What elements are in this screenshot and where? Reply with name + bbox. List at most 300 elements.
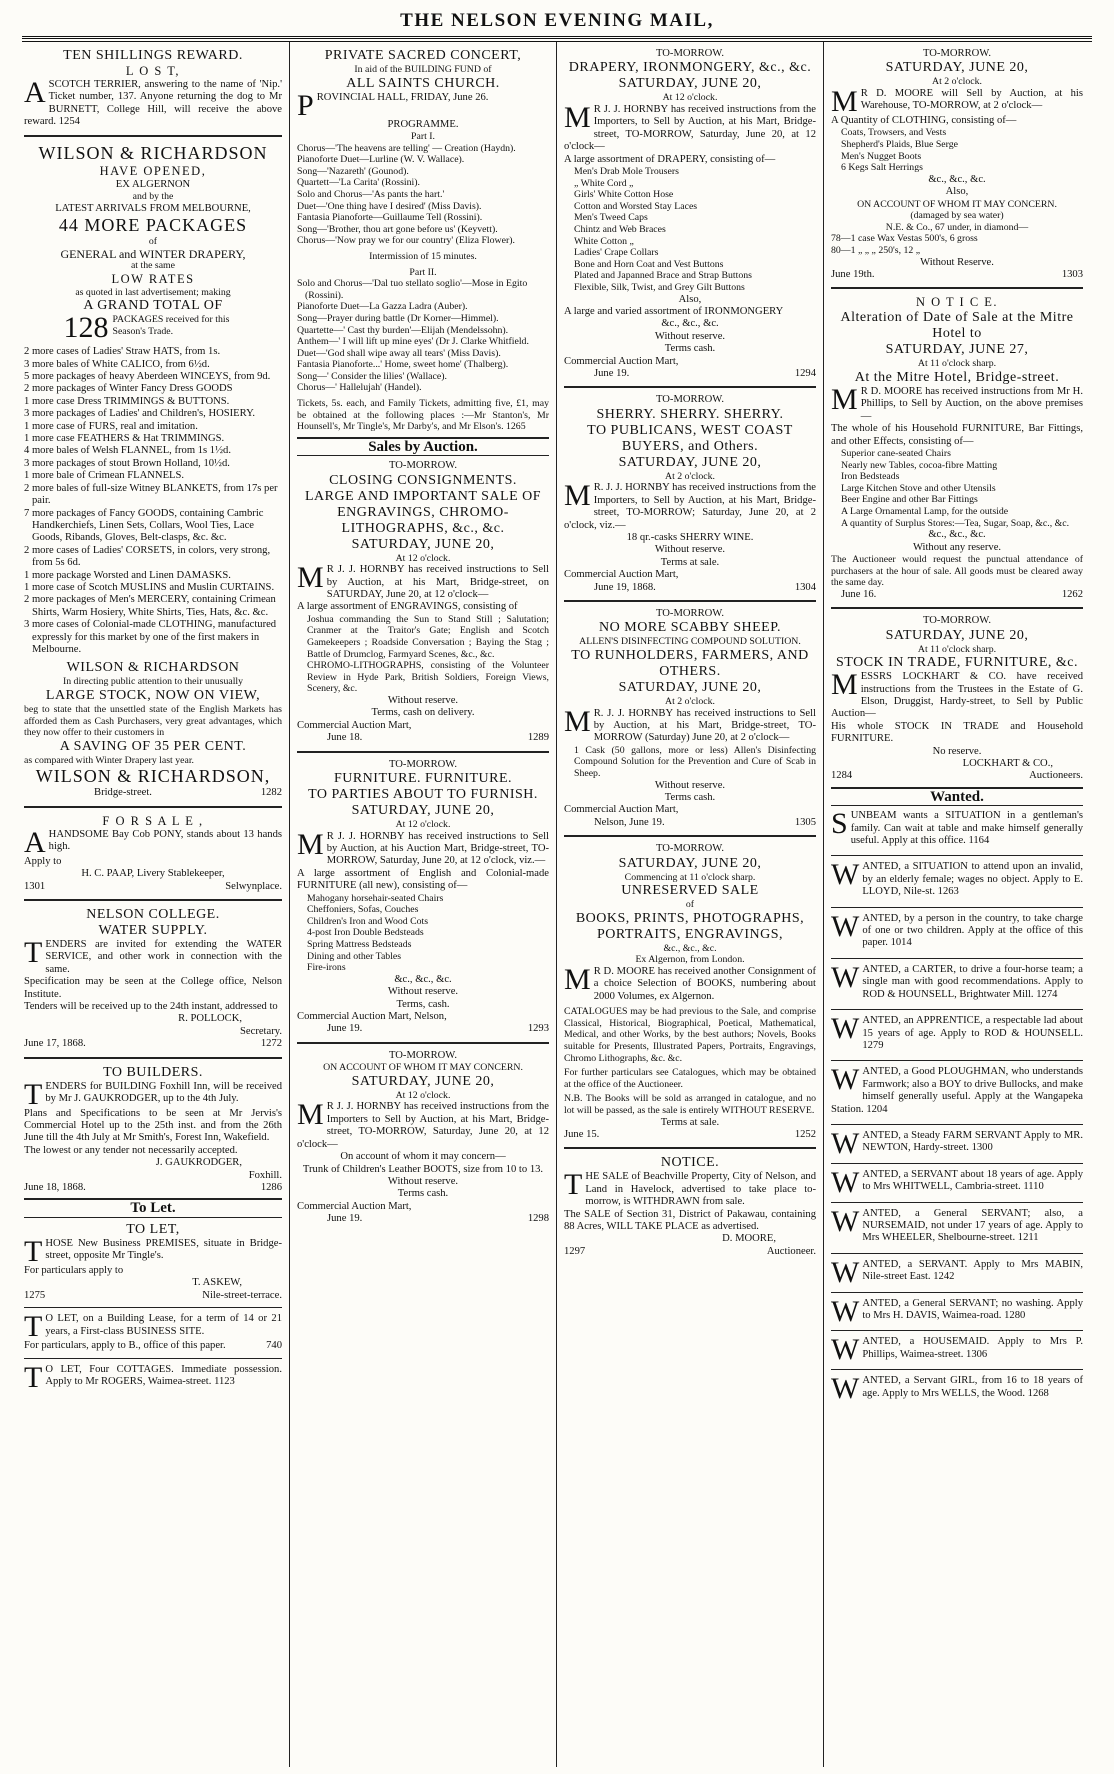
- concert-subheading: In aid of the BUILDING FUND of: [354, 64, 492, 75]
- divider: [831, 1292, 1083, 1293]
- list-item: 2 more cases of Ladies' Straw HATS, from 1s.: [24, 346, 221, 358]
- wanted-ad: [831, 1255, 1083, 1289]
- auction-mart: Commercial Auction Mart, Nelson,: [297, 1011, 447, 1023]
- ad-ref: 1297: [564, 1245, 586, 1257]
- reward-heading: TEN SHILLINGS REWARD.: [63, 48, 243, 63]
- auction-date-line: June 19th.: [831, 268, 875, 280]
- wanted-ad: [831, 909, 1083, 950]
- list-item: 2 more cases of Ladies' CORSETS, in colors, very strong, from 5s 6d.: [24, 544, 271, 569]
- list-item: Plated and Japanned Brace and Strap Buttons: [574, 270, 752, 282]
- auction-time: At 2 o'clock.: [665, 470, 715, 482]
- divider: [24, 899, 282, 901]
- notice-text: The SALE of Section 31, District of Pakawau, containing 88 Acres, WILL TAKE PLACE as advertised.: [564, 1208, 816, 1233]
- auction-date: SATURDAY, JUNE 20,: [618, 454, 762, 470]
- list-item: 1 more case of Scotch MUSLINS and Muslin CURTAINS.: [24, 581, 275, 593]
- list-item: 2 more packages of Winter Fancy Dress GOODS: [24, 383, 233, 395]
- list-item: Bone and Horn Coat and Vest Buttons: [574, 258, 724, 270]
- auction-also: Also,: [945, 186, 969, 198]
- list-item: Chorus—'The heavens are telling' — Creation (Haydn).: [297, 142, 516, 154]
- furniture-list: [297, 893, 549, 974]
- auction-time: At 11 o'clock sharp.: [917, 358, 997, 370]
- auction-mart: Commercial Auction Mart,: [564, 804, 679, 816]
- list-item: 1 more case of FURS, real and imitation.: [24, 420, 198, 432]
- auction-ad-drapery: [564, 48, 816, 380]
- drop-cap: T: [24, 1077, 43, 1111]
- list-item: „ White Cord „: [574, 177, 634, 189]
- ad-ref: 1211: [1017, 1232, 1039, 1244]
- to-let-section-heading: To Let.: [24, 1198, 282, 1217]
- wanted-text: ANTED, a Steady FARM SERVANT Apply to MR. NEWTON, Hardy-street.: [862, 1129, 1083, 1154]
- concert-programme-title: PROGRAMME.: [387, 118, 459, 130]
- divider: [831, 907, 1083, 908]
- auction-subheading: LARGE AND IMPORTANT SALE OF ENGRAVINGS, CHROMO-LITHOGRAPHS, &c., &c.: [304, 488, 542, 536]
- list-item: Song—Prayer during battle (Dr Korner—Himmel).: [297, 312, 499, 324]
- column-3: [556, 42, 823, 1767]
- wilson-item-list: [24, 346, 282, 656]
- divider: [831, 1124, 1083, 1125]
- list-item: Solo and Chorus—'As pants the hart.': [297, 188, 445, 200]
- auction-ad-stock: [831, 615, 1083, 783]
- drop-cap: W: [831, 1372, 860, 1406]
- auction-reserve: Without reserve.: [654, 779, 726, 791]
- package-text: PACKAGES received for this Season's Trade.: [112, 314, 230, 337]
- builders-heading: TO BUILDERS.: [103, 1064, 203, 1080]
- wilson-line: HAVE OPENED,: [99, 163, 207, 178]
- auction-body: R D. MOORE has received another Consignment of a choice Selection of BOOKS, numbering about 2000 Volumes, ex Algernon.: [593, 966, 816, 1002]
- divider: [297, 751, 549, 753]
- auction-etc: &c., &c., &c.: [928, 529, 986, 541]
- auction-terms: Terms cash.: [664, 343, 716, 355]
- auction-etc: &c., &c., &c.: [661, 318, 719, 330]
- ad-ref: 1279: [862, 1039, 884, 1051]
- notice-heading: NOTICE.: [660, 1155, 720, 1171]
- auction-date: SATURDAY, JUNE 20,: [618, 680, 762, 696]
- list-item: Flexible, Silk, Twist, and Grey Gilt Buttons: [574, 281, 745, 293]
- for-sale-body: HANDSOME Bay Cob PONY, stands about 13 hands high.: [48, 828, 282, 853]
- divider: [831, 1060, 1083, 1061]
- to-let-heading: TO LET,: [126, 1221, 180, 1237]
- drop-cap: T: [24, 1234, 43, 1268]
- college-text: Specification may be seen at the College office, Nelson Institute.: [24, 976, 282, 1000]
- wanted-ad: [831, 1294, 1083, 1328]
- auction-time: At 12 o'clock.: [395, 552, 451, 564]
- auction-heading: DRAPERY, IRONMONGERY, &c., &c.: [568, 60, 812, 76]
- auction-also: Also,: [678, 293, 702, 305]
- list-item: Quartette—' Cast thy burden'—Elijah (Mendelssohn).: [297, 324, 509, 336]
- drop-cap: W: [831, 858, 860, 892]
- ad-ref: 1305: [794, 816, 816, 828]
- concert-ad: [297, 48, 549, 433]
- wanted-ad: [831, 1012, 1083, 1052]
- auction-ad-engravings: [297, 460, 549, 744]
- auction-reserve: Without Reserve.: [920, 256, 994, 268]
- list-item: Girls' White Cotton Hose: [574, 189, 674, 201]
- to-let-text: For particulars apply to: [24, 1264, 124, 1276]
- drop-cap: M: [564, 479, 591, 513]
- notice-ad: [564, 1155, 816, 1258]
- auction-date-line: June 19, 1868.: [594, 581, 656, 593]
- list-item: Song—' Consider the lilies' (Wallace).: [297, 370, 447, 382]
- ad-ref: 1272: [260, 1038, 282, 1050]
- sales-section-heading: Sales by Auction.: [297, 437, 549, 456]
- auction-ad-books: [564, 843, 816, 1141]
- auction-text: CHROMO-LITHOGRAPHS, consisting of the Volunteer Review in Hyde Park, British Soldiers, Foreign Views, Scenery, &c.: [307, 660, 549, 695]
- drop-cap: W: [831, 1126, 860, 1160]
- auction-body: R. J. J. HORNBY has received instructions from the Importers, to Sell by Auction, at his Mart, Bridge-street, TO-MORROW; Saturday, June 20, at 2 o'clock, viz.—: [564, 482, 816, 531]
- builders-date: June 18, 1868.: [24, 1182, 86, 1194]
- auction-of: of: [685, 899, 695, 911]
- wanted-section-heading: Wanted.: [831, 787, 1083, 806]
- list-item: 6 Kegs Salt Herrings: [841, 162, 923, 174]
- ad-ref: 1294: [794, 368, 816, 379]
- wilson-line: of: [148, 236, 158, 248]
- clothing-list: [831, 127, 1083, 173]
- auction-text: 80—1 „ „ „ 250's, 12 „: [831, 244, 921, 256]
- divider: [831, 1253, 1083, 1254]
- concert-venue: ROVINCIAL HALL, FRIDAY, June 26.: [316, 91, 489, 103]
- divider: [564, 600, 816, 602]
- ad-ref: 1265: [506, 421, 526, 433]
- wilson-line: In directing public attention to their unusually: [62, 676, 244, 688]
- auction-terms: Terms, cash.: [396, 998, 450, 1010]
- list-item: A quantity of Surplus Stores:—Tea, Sugar, Soap, &c., &c.: [841, 517, 1070, 529]
- to-let-ad: [24, 1360, 282, 1394]
- auction-heading: SHERRY. SHERRY. SHERRY.: [596, 406, 784, 422]
- auction-date: SATURDAY, JUNE 20,: [885, 627, 1029, 643]
- ad-ref: 1014: [890, 937, 912, 949]
- wilson-line: 44 MORE PACKAGES: [58, 215, 248, 236]
- wanted-text: ANTED, an APPRENTICE, a respectable lad about 15 years of age. Apply to ROD & HOUNSELL.: [862, 1015, 1083, 1039]
- divider: [564, 1147, 816, 1149]
- auction-account: ON ACCOUNT OF WHOM IT MAY CONCERN.: [857, 198, 1057, 210]
- auction-mart: Commercial Auction Mart,: [564, 569, 679, 581]
- auction-place: At the Mitre Hotel, Bridge-street.: [854, 369, 1060, 385]
- auction-text: Trunk of Children's Leather BOOTS, size from 10 to 13.: [302, 1163, 544, 1175]
- auction-text: The Auctioneer would request the punctual attendance of purchasers at the hour of sale. All goods must be cleared away the same day.: [831, 553, 1083, 589]
- ad-ref: 1284: [831, 770, 853, 782]
- auction-text: A large and varied assortment of IRONMONGERY: [564, 305, 784, 317]
- column-2: [289, 42, 556, 1767]
- auction-heading: FURNITURE. FURNITURE.: [333, 771, 513, 787]
- notice-body: HE SALE of Beachville Property, City of Nelson, and Land in Havelock, advertised to take place to-morrow, is WITHDRAWN from sale.: [585, 1171, 816, 1208]
- concert-part-title: Part II.: [409, 266, 437, 278]
- ad-ref: 1274: [1036, 988, 1058, 1000]
- list-item: Large Kitchen Stove and other Utensils: [841, 482, 996, 494]
- auction-tomorrow: TO-MORROW.: [923, 615, 991, 627]
- auction-tomorrow: TO-MORROW.: [656, 48, 724, 59]
- auction-time: Commencing at 11 o'clock sharp.: [624, 871, 756, 883]
- auction-text: (damaged by sea water): [910, 210, 1004, 222]
- ad-ref: 1275: [24, 1289, 46, 1301]
- auction-subheading: BOOKS, PRINTS, PHOTOGRAPHS, PORTRAITS, ENGRAVINGS,: [575, 910, 805, 942]
- auction-signature: LOCKHART & CO.,: [962, 758, 1053, 769]
- auction-time: At 2 o'clock.: [932, 76, 982, 88]
- auction-text: CATALOGUES may be had previous to the Sale, and comprise Classical, Historical, Biographical, Poetical, Mathematical, Medical, and other Works, by the best authors; Novels, Books suitable for Presents, Illustrated Papers, Portraits, Engravings, Chromo Lithographs, &c. &c.: [564, 1006, 816, 1064]
- auction-reserve: Without reserve.: [387, 986, 459, 998]
- list-item: Coats, Trowsers, and Vests: [841, 127, 947, 139]
- drop-cap: W: [831, 1333, 860, 1367]
- auction-signature-title: Auctioneers.: [1029, 770, 1083, 782]
- drop-cap: T: [24, 935, 43, 969]
- auction-text: On account of whom it may concern—: [340, 1151, 506, 1163]
- list-item: 5 more packages of heavy Aberdeen WINCEYS, from 9d.: [24, 371, 271, 383]
- wanted-ad: [831, 960, 1083, 1001]
- auction-body: R J. J. HORNBY has received instructions from the Importers to Sell by Auction, at his Mart, Bridge-street, TO-MORROW, Saturday, June 20, at 12 o'clock—: [297, 1101, 549, 1150]
- list-item: 3 more packages of stout Brown Holland, 10½d.: [24, 457, 230, 469]
- auction-text: 1 Cask (50 gallons, more or less) Allen's Disinfecting Compound Solution for the Prevention and Cure of Scab in Sheep.: [574, 744, 816, 780]
- college-text: Tenders will be received up to the 24th instant, addressed to: [24, 1001, 278, 1012]
- auction-text: 18 qr.-casks SHERRY WINE.: [626, 532, 754, 544]
- ad-ref: 1301: [24, 880, 46, 892]
- ad-ref: 1262: [1061, 588, 1083, 600]
- list-item: White Cotton „: [574, 235, 634, 247]
- drapery-list: [564, 166, 816, 294]
- auction-reserve: Without reserve.: [387, 1175, 459, 1187]
- ad-ref: 1300: [971, 1142, 993, 1154]
- wilson-line: as compared with Winter Drapery last year.: [24, 754, 194, 766]
- wilson-name: WILSON & RICHARDSON,: [35, 766, 271, 787]
- auction-date: SATURDAY, JUNE 27,: [885, 342, 1029, 358]
- list-item: Song—'Nazareth' (Gounod).: [297, 165, 409, 177]
- auction-subheading: TO RUNHOLDERS, FARMERS, AND OTHERS.: [571, 648, 809, 680]
- college-heading: NELSON COLLEGE.: [86, 906, 220, 922]
- auction-tomorrow: TO-MORROW.: [389, 758, 457, 770]
- auction-terms: Terms, cash on delivery.: [371, 707, 475, 719]
- divider: [831, 1202, 1083, 1203]
- reward-body: SCOTCH TERRIER, answering to the name of 'Nip.' Ticket number, 137. Anyone returning the dog to Mr BURNETT, College Hill, will receive the above reward.: [24, 79, 282, 128]
- list-item: Fantasia Pianoforte...' Home, sweet home' (Thalberg).: [297, 359, 509, 371]
- wanted-text: ANTED, a CARTER, to drive a four-horse team; a single man with good recommendations. Apply to ROD & HOUNSELL, Brightwater Mill.: [862, 963, 1083, 1000]
- auction-etc: &c., &c., &c.: [663, 942, 717, 954]
- list-item: Mahogany horsehair-seated Chairs: [307, 892, 444, 904]
- auction-date: SATURDAY, JUNE 20,: [885, 60, 1029, 76]
- to-let-ad: [24, 1310, 282, 1352]
- wanted-text: ANTED, a General SERVANT; also, a NURSEMAID, not under 17 years of age. Apply to Mrs WHEELER, Shelbourne-street.: [862, 1207, 1083, 1244]
- package-number: 128: [63, 311, 109, 345]
- auction-text: Joshua commanding the Sun to Stand Still ; Salutation; Cranmer at the Traitor's Gate; English and Scotch Gamekeepers ; Roadside Conversation ; Baying the Stag ; Battle of Drumclog, Farmyard Scenes, &c., &c.: [307, 613, 549, 660]
- list-item: A Large Ornamental Lamp, for the outside: [841, 505, 1009, 517]
- college-date: June 17, 1868.: [24, 1038, 86, 1050]
- auction-heading: NO MORE SCABBY SHEEP.: [599, 620, 781, 636]
- auction-date-line: June 15.: [564, 1129, 600, 1141]
- drop-cap: A: [24, 825, 46, 859]
- ad-ref: 1303: [1061, 268, 1083, 280]
- drop-cap: W: [831, 1165, 860, 1199]
- ad-ref: 1293: [527, 1023, 549, 1035]
- mitre-list: [831, 448, 1083, 529]
- auction-text: A large assortment of DRAPERY, consisting of—: [564, 153, 776, 165]
- list-item: Spring Mattress Bedsteads: [307, 939, 412, 951]
- auction-text: N.E. & Co., 67 under, in diamond—: [885, 221, 1029, 233]
- divider: [831, 607, 1083, 609]
- auction-text: A large assortment of ENGRAVINGS, consisting of: [297, 601, 518, 613]
- divider: [831, 1330, 1083, 1331]
- divider: [564, 386, 816, 388]
- auction-subheading: TO PARTIES ABOUT TO FURNISH.: [308, 787, 538, 803]
- builders-place: Foxhill.: [248, 1169, 282, 1181]
- auction-subheading: ALLEN'S DISINFECTING COMPOUND SOLUTION.: [579, 636, 801, 648]
- list-item: Fantasia Pianoforte—Guillaume Tell (Rossini).: [297, 212, 483, 224]
- ad-ref: 1268: [1027, 1387, 1049, 1399]
- notice-heading: N O T I C E.: [915, 295, 999, 310]
- list-item: Anthem—' I will lift up mine eyes' (Dr J. Clarke Whitfield.: [297, 336, 529, 348]
- auction-reserve: No reserve.: [932, 745, 982, 757]
- drop-cap: M: [564, 963, 591, 997]
- list-item: 3 more cases of Colonial-made CLOTHING, manufactured expressly for this market by one of the first makers in Melbourne.: [24, 619, 277, 655]
- auction-origin: Ex Algernon, from London.: [635, 954, 745, 966]
- divider: [564, 835, 816, 837]
- ad-ref: 1304: [794, 581, 816, 593]
- auction-body: ESSRS LOCKHART & CO. have received instructions from the Trustees in the Estate of G. Elson, Druggist, Hardy-street, to Sell by Public Auction—: [831, 671, 1083, 720]
- auction-tomorrow: TO-MORROW.: [656, 608, 724, 620]
- reward-ad: [24, 48, 282, 129]
- drop-cap: W: [831, 1063, 860, 1097]
- wanted-ad: [831, 1204, 1083, 1245]
- list-item: Men's Tweed Caps: [574, 212, 648, 224]
- builders-signature: J. GAUKRODGER,: [155, 1157, 242, 1169]
- columns: [22, 42, 1092, 1767]
- masthead: THE NELSON EVENING MAIL,: [400, 10, 714, 31]
- drop-cap: M: [564, 704, 591, 738]
- wanted-text: ANTED, a SERVANT about 18 years of age. Apply to Mrs WHITWELL, Cambria-street.: [862, 1168, 1083, 1193]
- auction-subheading: TO PUBLICANS, WEST COAST BUYERS, and Others.: [587, 422, 793, 454]
- wilson-line: LARGE STOCK, NOW ON VIEW,: [45, 687, 261, 703]
- auction-date: SATURDAY, JUNE 20,: [618, 855, 762, 871]
- to-let-body: O LET, on a Building Lease, for a term of 14 or 21 years, a First-class BUSINESS SITE.: [45, 1313, 282, 1337]
- auction-date-line: Nelson, June 19.: [594, 816, 665, 828]
- auction-date-line: June 18.: [327, 732, 363, 744]
- auction-etc: &c., &c., &c.: [394, 973, 452, 985]
- wanted-ad: [831, 1126, 1083, 1160]
- wilson-line: at the same: [130, 260, 176, 272]
- list-item: Chorus—' Hallelujah' (Handel).: [297, 382, 422, 394]
- auction-reserve: Without reserve.: [654, 544, 726, 556]
- concert-part2-list: [297, 278, 549, 394]
- list-item: 4 more bales of Welsh FLANNEL, from 1s 1½d.: [24, 445, 231, 457]
- wilson-line: GENERAL and WINTER DRAPERY,: [60, 246, 246, 261]
- divider: [24, 806, 282, 808]
- wanted-ad: [831, 1063, 1083, 1116]
- auction-date: SATURDAY, JUNE 20,: [618, 76, 762, 92]
- list-item: 1 more case FEATHERS & Hat TRIMMINGS.: [24, 433, 225, 445]
- wilson-name: WILSON & RICHARDSON: [66, 660, 240, 676]
- wanted-text: UNBEAM wants a SITUATION in a gentleman's family. Can wait at table and make himself generally useful. Apply at this office.: [850, 810, 1083, 847]
- auction-mart: Commercial Auction Mart,: [297, 719, 412, 731]
- divider: [297, 1042, 549, 1044]
- for-sale-ad: [24, 814, 282, 893]
- wanted-ad: [831, 807, 1083, 847]
- notice-signature: D. MOORE,: [722, 1233, 776, 1245]
- auction-tomorrow: TO-MORROW.: [656, 394, 724, 406]
- list-item: 1 more case Dress TRIMMINGS & BUTTONS.: [24, 395, 230, 407]
- wilson-line: A SAVING OF 35 PER CENT.: [59, 738, 247, 754]
- auction-terms: Terms at sale.: [660, 1116, 720, 1128]
- list-item: 3 more bales of White CALICO, from 6½d.: [24, 358, 210, 370]
- auction-tomorrow: TO-MORROW.: [389, 1049, 457, 1061]
- wanted-text: ANTED, a SITUATION to attend upon an invalid, by an elderly female; wages no object. Apply to E. LLOYD, Nile-st.: [862, 861, 1083, 898]
- drop-cap: T: [24, 1310, 43, 1344]
- auction-text: The whole of his Household FURNITURE, Bar Fittings, and other Effects, consisting of—: [831, 423, 1083, 447]
- for-sale-place: Selwynplace.: [225, 880, 282, 892]
- for-sale-heading: F O R S A L E ,: [102, 813, 204, 828]
- list-item: Duet—'God shall wipe away all tears' (Miss Davis).: [297, 347, 501, 359]
- auction-tomorrow: TO-MORROW.: [389, 460, 457, 472]
- ad-ref: 1263: [937, 886, 959, 898]
- builders-ad: [24, 1065, 282, 1195]
- drop-cap: M: [297, 561, 324, 595]
- auction-time: At 12 o'clock.: [395, 819, 451, 831]
- builders-text: Plans and Specifications to be seen at Mr Jervis's Commercial Hotel up to the 25th inst. and from the 26th June till the 4th July at Mr Smith's, Forest Inn, Wakefield.: [24, 1107, 282, 1144]
- list-item: 7 more packages of Fancy GOODS, containing Cambric Handkerchiefs, Linen Sets, Collars, Wool Ties, Lace Goods, Ribands, Gloves, Belt-clasps, &c. &c.: [24, 507, 264, 544]
- wilson-ad: [24, 143, 282, 800]
- list-item: Chintz and Web Braces: [574, 224, 666, 235]
- list-item: Superior cane-seated Chairs: [841, 448, 951, 459]
- divider: [831, 855, 1083, 856]
- list-item: Cotton and Worsted Stay Laces: [574, 200, 698, 212]
- auction-time: At 11 o'clock sharp.: [917, 643, 997, 655]
- auction-body: R D. MOORE has received instructions from Mr H. Phillips, to Sell by Auction, on the above premises—: [860, 385, 1083, 422]
- wanted-text: ANTED, a Good PLOUGHMAN, who understands Farmwork; also a BOY to drive Bullocks, and make himself generally useful. Apply at the Wangapeka Station.: [831, 1066, 1083, 1115]
- column-1: [22, 42, 289, 1767]
- auction-heading: CLOSING CONSIGNMENTS.: [329, 472, 517, 488]
- list-item: 3 more packages of Ladies' and Children's, HOSIERY.: [24, 408, 256, 420]
- concert-part-title: Part I.: [411, 131, 435, 142]
- wanted-ad: [831, 858, 1083, 898]
- auction-date-line: June 19.: [594, 368, 630, 379]
- auction-body: R J. J. HORNBY has received instructions from the Importers, to Sell by Auction, at his Mart, Bridge-street, TO-MORROW, Saturday, June 20, at 12 o'clock—: [564, 104, 816, 153]
- list-item: Children's Iron and Wood Cots: [307, 915, 429, 927]
- list-item: Fire-irons: [307, 962, 346, 974]
- wilson-address: Bridge-street.: [94, 787, 152, 799]
- ad-ref: 1254: [58, 116, 80, 128]
- to-let-text: For particulars, apply to B., office of this paper.: [24, 1340, 226, 1352]
- ad-ref: 1282: [260, 787, 282, 799]
- drop-cap: W: [831, 960, 860, 994]
- auction-time: At 12 o'clock.: [395, 1089, 451, 1101]
- list-item: 1 more bale of Crimean FLANNELS.: [24, 470, 185, 482]
- list-item: Solo and Chorus—'Dal tuo stellato soglio'—Mose in Egito (Rossini).: [297, 278, 528, 301]
- divider: [831, 1369, 1083, 1370]
- auction-body: R J. J. HORNBY has received instructions to Sell by Auction, at his Auction Mart, Bridge-street, TO-MORROW, Saturday, June 20, at 12 o'clock, viz.—: [326, 830, 549, 867]
- ad-ref: 1242: [933, 1271, 955, 1283]
- drop-cap: S: [831, 807, 848, 841]
- ad-ref: 1164: [968, 835, 990, 847]
- drop-cap: T: [24, 1360, 43, 1394]
- notice-subheading: Alteration of Date of Sale at the Mitre Hotel to: [840, 310, 1074, 342]
- auction-date-line: June 16.: [841, 588, 877, 600]
- column-4: [823, 42, 1090, 1767]
- list-item: Pianoforte Duet—La Gazza Ladra (Auber).: [297, 301, 468, 313]
- drop-cap: M: [831, 382, 858, 416]
- list-item: Shepherd's Plaids, Blue Serge: [841, 139, 958, 150]
- auction-date-line: June 19.: [327, 1213, 363, 1225]
- auction-reserve: Without any reserve.: [912, 541, 1002, 553]
- wilson-line: EX ALGERNON: [115, 178, 191, 190]
- ad-ref: 1289: [527, 732, 549, 744]
- list-item: Duet—'One thing have I desired' (Miss Davis).: [297, 200, 482, 212]
- to-let-ad: [24, 1222, 282, 1302]
- list-item: Quartett—'La Carita' (Rossini).: [297, 177, 420, 189]
- wilson-line: and by the: [132, 191, 174, 203]
- auction-mart: Commercial Auction Mart,: [564, 355, 679, 367]
- to-let-place: Nile-street-terrace.: [202, 1289, 282, 1301]
- auction-reserve: Without reserve.: [654, 330, 726, 342]
- auction-terms: Terms cash.: [397, 1188, 449, 1200]
- divider: [831, 958, 1083, 959]
- ad-ref: 1110: [1023, 1181, 1044, 1193]
- ad-ref: 1204: [866, 1103, 888, 1115]
- auction-ad-boots: [297, 1050, 549, 1226]
